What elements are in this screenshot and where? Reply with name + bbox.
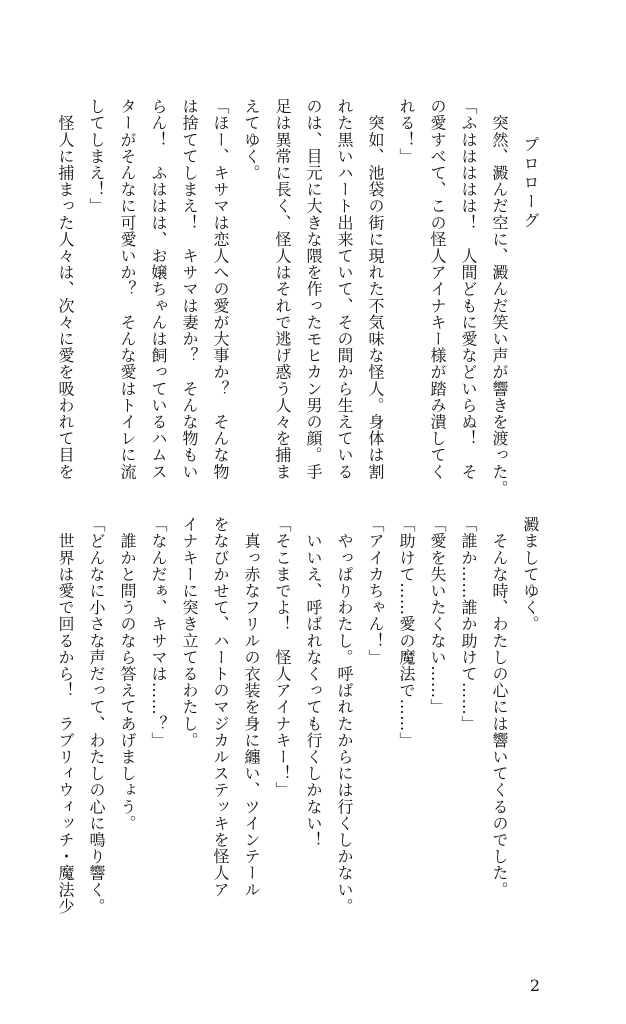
text-line: 真っ赤なフリルの衣装を身に纏い、ツインテール [242, 516, 261, 898]
text-line: らん！ ふははは、お嬢ちゃんは飼っているハムス [149, 98, 168, 480]
bottom-text-block [56, 516, 546, 956]
top-text-block [56, 98, 546, 497]
text-line: をなびかせて、ハートのマジカルステッキを怪人ア [211, 516, 230, 898]
text-line: 「そこまでよ！ 怪人アイナキー！」 [273, 516, 292, 799]
text-line: 「ふははははは！ 人間どもに愛などいらぬ！ そ [459, 98, 478, 480]
chapter-title: プロローグ [521, 136, 540, 231]
text-line: いいえ、呼ばれなくっても行くしかない！ [304, 516, 323, 848]
text-line: イナキーに突き立てるわたし。 [180, 516, 199, 749]
text-line: 「誰か……誰か助けて……」 [459, 516, 478, 732]
text-line: そんな時、わたしの心には響いてくるのでした。 [490, 516, 509, 898]
text-line: 澱ましてゆく。 [521, 516, 540, 633]
text-line: してしまえ！」 [87, 98, 106, 215]
page-number: 2 [529, 976, 540, 995]
text-line: 誰かと問うのなら答えてあげましょう。 [118, 516, 137, 832]
text-line: 「助けて……愛の魔法で……」 [397, 516, 416, 749]
text-line: れた黒いハート出来ていて、その間から生えている [335, 98, 354, 480]
text-line: 「ほー、キサマは恋人への愛が大事か？ そんな物 [211, 98, 230, 480]
text-line: 「なんだぁ、キサマは……？」 [149, 516, 168, 749]
text-line: のは、目元に大きな隈を作ったモヒカン男の顔。手 [304, 98, 323, 480]
text-line: 「アイカちゃん！」 [366, 516, 385, 666]
text-line: 世界は愛で回るから！ ラブリィウィッチ・魔法少 [56, 516, 75, 915]
text-line: ターがそんなに可愛いか？ そんな愛はトイレに流 [118, 98, 137, 480]
text-line: は捨ててしまえ！ キサマは妻か？ そんな物もい [180, 98, 199, 480]
text-line: 突然、澱んだ空に、澱んだ笑い声が響きを渡った。 [490, 98, 509, 497]
text-line: 突如、池袋の街に現れた不気味な怪人。身体は割 [366, 98, 385, 480]
text-line: 「どんなに小さな声だって、わたしの心に鳴り響く。 [87, 516, 106, 915]
text-line: の愛すべて、この怪人アイナキー様が踏み潰してく [428, 98, 447, 480]
text-line: れる！」 [397, 98, 416, 165]
text-line: 怪人に捕まった人々は、次々に愛を吸われて目を [56, 98, 75, 480]
text-line: 足は異常に長く、怪人はそれで逃げ惑う人々を捕ま [273, 98, 292, 480]
text-line: えてゆく。 [242, 98, 261, 181]
text-line: やっぱりわたし。呼ばれたからには行くしかない。 [335, 516, 354, 915]
text-line: 「愛を失いたくない……」 [428, 516, 447, 716]
